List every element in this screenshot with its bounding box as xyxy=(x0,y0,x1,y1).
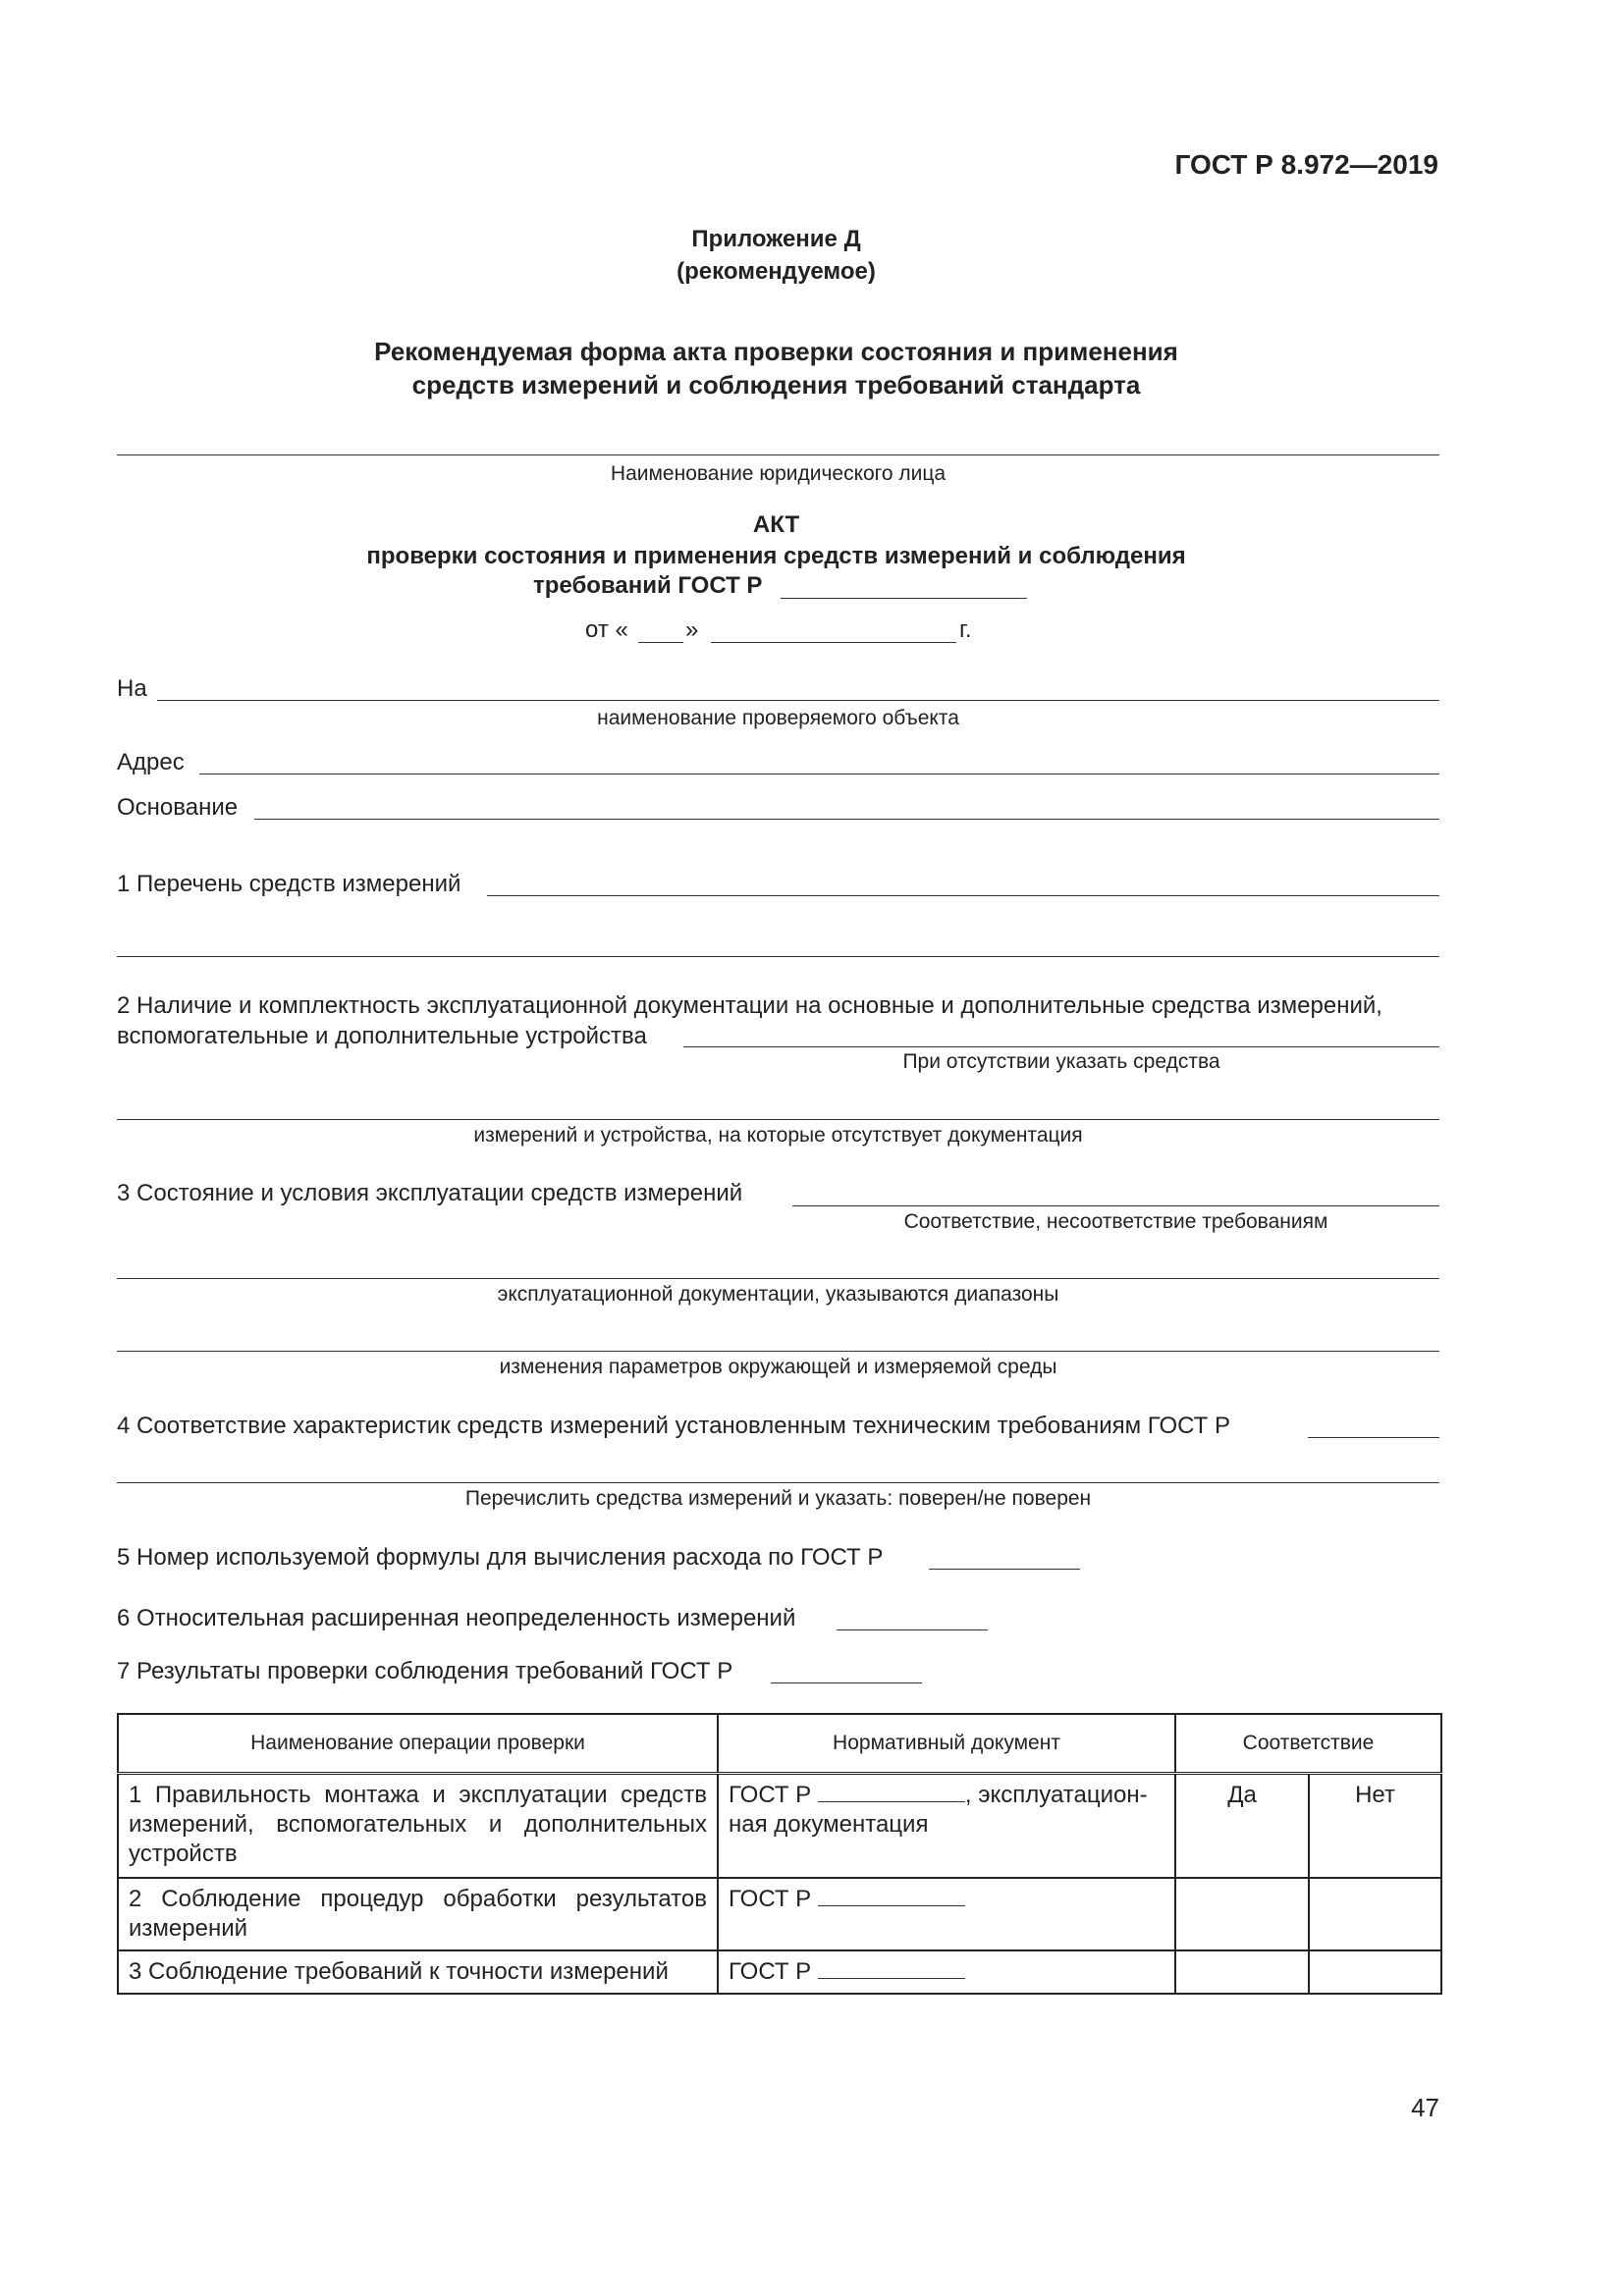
item-5-label: 5 Номер используемой формулы для вычисления расхода по ГОСТ Р xyxy=(117,1544,884,1571)
item-5-blank[interactable] xyxy=(929,1569,1080,1570)
object-line[interactable] xyxy=(157,700,1439,701)
act-line-1: проверки состояния и применения средств измерений и соблюдения xyxy=(366,543,1186,569)
item-2-caption-1: При отсутствии указать средства xyxy=(902,1050,1220,1073)
item-1-line-2[interactable] xyxy=(117,956,1439,957)
item-1-line-1[interactable] xyxy=(487,895,1439,896)
act-gost-blank[interactable] xyxy=(781,598,1027,599)
row-2-yes[interactable] xyxy=(1175,1878,1309,1950)
item-2-caption-2: измерений и устройства, на которые отсутствует документация xyxy=(473,1124,1083,1147)
row-1-operation: 1 Правильность монтажа и эксплуатации средств измерений, вспомогательных и дополнительных устройств xyxy=(118,1774,718,1878)
item-1-label: 1 Перечень средств измерений xyxy=(117,871,461,897)
address-label: Адрес xyxy=(117,749,185,775)
item-4-label: 4 Соответствие характеристик средств измерений установленным техническим требованиям ГОСТ Р xyxy=(117,1413,1230,1439)
row-2-doc-prefix: ГОСТ Р xyxy=(729,1885,812,1912)
checks-table xyxy=(117,1713,1442,1995)
item-6-blank[interactable] xyxy=(837,1629,988,1630)
row-3-no[interactable] xyxy=(1309,1950,1441,1994)
item-4-line-2[interactable] xyxy=(117,1482,1439,1483)
header-compliance: Соответствие xyxy=(1175,1714,1441,1774)
standard-number: ГОСТ Р 8.972—2019 xyxy=(1174,149,1438,180)
page-number: 47 xyxy=(1411,2093,1439,2122)
row-3-doc-prefix: ГОСТ Р xyxy=(729,1957,812,1985)
table-header-row xyxy=(118,1714,1441,1774)
legal-entity-line[interactable] xyxy=(117,454,1439,455)
heading-line-1: Рекомендуемая форма акта проверки состояния и применения xyxy=(374,337,1178,366)
date-month-blank[interactable] xyxy=(711,642,956,643)
date-from-label: от « xyxy=(585,616,628,643)
item-6-label: 6 Относительная расширенная неопределенность измерений xyxy=(117,1605,796,1631)
row-3-gost-blank[interactable] xyxy=(818,1977,965,1979)
row-1-doc-prefix: ГОСТ Р xyxy=(729,1782,812,1808)
basis-line[interactable] xyxy=(254,819,1439,820)
item-3-caption-3: изменения параметров окружающей и измеряемой среды xyxy=(499,1356,1057,1378)
legal-entity-caption: Наименование юридического лица xyxy=(610,462,947,485)
item-4-gost-blank[interactable] xyxy=(1308,1437,1439,1438)
act-title: АКТ xyxy=(752,511,800,538)
row-3-document[interactable] xyxy=(718,1950,1175,1994)
row-2-no[interactable] xyxy=(1309,1878,1441,1950)
item-3-line-2[interactable] xyxy=(117,1278,1439,1279)
item-2-label-line-2: вспомогательные и дополнительные устройства xyxy=(117,1023,647,1049)
na-label: На xyxy=(117,675,147,702)
date-mid: » xyxy=(685,616,699,643)
row-1-doc-suffix: , эксплуатацион-ная документация xyxy=(729,1782,1148,1838)
header-document: Нормативный документ xyxy=(718,1714,1175,1774)
item-3-label: 3 Состояние и условия эксплуатации средств измерений xyxy=(117,1180,743,1206)
act-line-2: требований ГОСТ Р xyxy=(533,572,763,599)
row-2-document[interactable] xyxy=(718,1878,1175,1950)
item-2-line-2[interactable] xyxy=(117,1119,1439,1120)
object-caption: наименование проверяемого объекта xyxy=(597,707,959,729)
basis-label: Основание xyxy=(117,794,239,821)
row-3-operation: 3 Соблюдение требований к точности измерений xyxy=(118,1950,718,1994)
row-1-no[interactable]: Нет xyxy=(1309,1774,1441,1878)
table-row xyxy=(118,1878,1441,1950)
row-1-gost-blank[interactable] xyxy=(818,1800,965,1802)
row-2-operation: 2 Соблюдение процедур обработки результатов измерений xyxy=(118,1878,718,1950)
item-4-caption: Перечислить средства измерений и указать: поверен/не поверен xyxy=(464,1487,1092,1510)
item-2-label-line-1: 2 Наличие и комплектность эксплуатационной документации на основные и дополнительные средства измерений, xyxy=(117,992,1382,1019)
date-day-blank[interactable] xyxy=(638,642,683,643)
date-year-label: г. xyxy=(959,616,972,643)
appendix-title: Приложение Д xyxy=(691,226,861,252)
item-3-caption-2: эксплуатационной документации, указываются диапазоны xyxy=(497,1283,1059,1306)
heading-line-2: средств измерений и соблюдения требований стандарта xyxy=(411,370,1141,400)
table-row xyxy=(118,1774,1441,1878)
item-3-line-3[interactable] xyxy=(117,1351,1439,1352)
row-3-yes[interactable] xyxy=(1175,1950,1309,1994)
item-2-line-1[interactable] xyxy=(683,1046,1439,1047)
item-7-label: 7 Результаты проверки соблюдения требований ГОСТ Р xyxy=(117,1658,733,1684)
row-2-gost-blank[interactable] xyxy=(818,1904,965,1906)
header-operation: Наименование операции проверки xyxy=(118,1714,718,1774)
row-1-yes[interactable]: Да xyxy=(1175,1774,1309,1878)
item-7-blank[interactable] xyxy=(771,1682,922,1683)
table-row xyxy=(118,1950,1441,1994)
appendix-status: (рекомендуемое) xyxy=(677,258,876,285)
item-3-line-1[interactable] xyxy=(792,1205,1439,1206)
item-3-caption-1: Соответствие, несоответствие требованиям xyxy=(903,1210,1328,1233)
row-1-document[interactable] xyxy=(718,1774,1175,1878)
